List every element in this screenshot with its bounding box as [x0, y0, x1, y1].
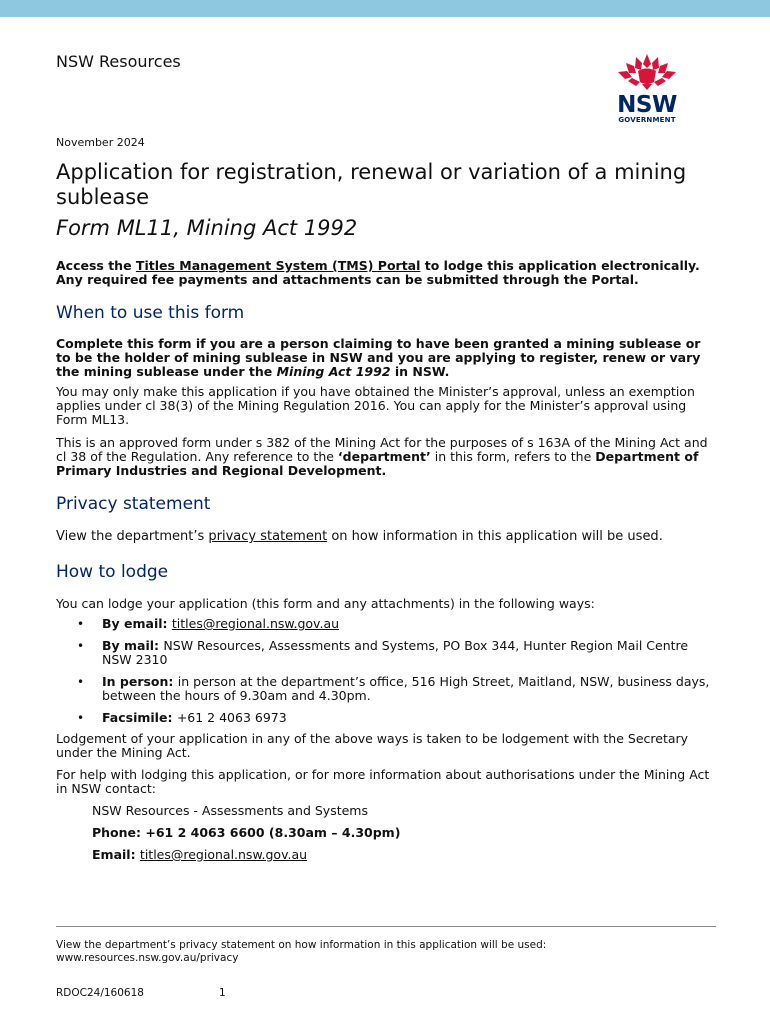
form-subtitle: Form ML11, Mining Act 1992	[56, 216, 358, 240]
fee-notice: Any required fee payments and attachments can be submitted through the Portal.	[56, 272, 639, 287]
top-color-bar	[0, 0, 770, 17]
lodge-intro: You can lodge your application (this form and any attachments) in the following ways:	[56, 596, 595, 611]
lodge-methods-list	[56, 617, 716, 725]
logo-wordmark: NSW	[617, 92, 677, 118]
document-id: RDOC24/160618	[56, 987, 144, 999]
when-approval-text: You may only make this application if you have obtained the Minister’s approval, unless an exemption applies under cl 38(3) of the Mining Regulation 2016. You can apply for the Minister’s approval using Form ML13.	[56, 384, 695, 427]
list-item: • By mail: NSW Resources, Assessments and Systems, PO Box 344, Hunter Region Mail Centre NSW 2310	[77, 637, 689, 667]
page-number: 1	[219, 987, 226, 999]
footer-divider	[56, 926, 716, 927]
contact-email: Email: titles@regional.nsw.gov.au	[92, 847, 308, 862]
list-item: • Facsimile: +61 2 4063 6973	[77, 709, 287, 725]
main-content	[56, 160, 716, 862]
contact-name: NSW Resources - Assessments and Systems	[92, 803, 368, 818]
page-title: Application for registration, renewal or variation of a mining sublease	[56, 160, 687, 209]
section-heading-privacy: Privacy statement	[56, 494, 211, 514]
privacy-statement-link[interactable]: privacy statement	[208, 529, 328, 544]
footer-privacy-note: View the department’s privacy statement on how information in this application will be used: www.resources.nsw.gov.au/privacy	[56, 939, 547, 964]
nsw-government-logo	[612, 52, 682, 124]
privacy-text: View the department’s privacy statement on how information in this application will be used.	[56, 529, 663, 544]
waratah-icon	[612, 52, 682, 92]
section-heading-when: When to use this form	[56, 303, 245, 323]
contact-block	[56, 804, 716, 862]
organization-name: NSW Resources	[56, 52, 181, 71]
footer-privacy-url: www.resources.nsw.gov.au/privacy	[56, 952, 239, 964]
publication-date: November 2024	[56, 136, 145, 149]
logo-subtext: GOVERNMENT	[618, 116, 676, 124]
email-link[interactable]: titles@regional.nsw.gov.au	[171, 616, 340, 631]
contact-phone: Phone: +61 2 4063 6600 (8.30am – 4.30pm)	[92, 825, 401, 840]
tms-portal-notice: Access the Titles Management System (TMS) Portal to lodge this application electronically. Any required fee payments and attachments can be submitted through the Portal.	[56, 258, 700, 287]
tms-portal-link[interactable]: Titles Management System (TMS) Portal	[135, 258, 421, 273]
list-item: • By email: titles@regional.nsw.gov.au	[77, 616, 340, 631]
help-text: For help with lodging this application, or for more information about authorisations under the Mining Act in NSW contact:	[56, 767, 710, 796]
lodgement-note: Lodgement of your application in any of the above ways is taken to be lodgement with the Secretary under the Mining Act.	[56, 731, 689, 760]
contact-email-link[interactable]: titles@regional.nsw.gov.au	[139, 847, 308, 862]
list-item: • In person: in person at the department’s office, 516 High Street, Maitland, NSW, business days, between the hours of 9.30am and 4.30pm.	[77, 673, 710, 703]
when-approved-form-text: This is an approved form under s 382 of the Mining Act for the purposes of s 163A of the Mining Act and cl 38 of the Regulation. Any reference to the ‘department’ in this form, refers to the Department of Primary Industries and Regional Development.	[56, 435, 708, 478]
when-intro: Complete this form if you are a person claiming to have been granted a mining sublease or to be the holder of mining sublease in NSW and you are applying to register, renew or vary the mining sublease under the Mining Act 1992 in NSW.	[56, 336, 701, 379]
section-heading-lodge: How to lodge	[56, 562, 169, 582]
